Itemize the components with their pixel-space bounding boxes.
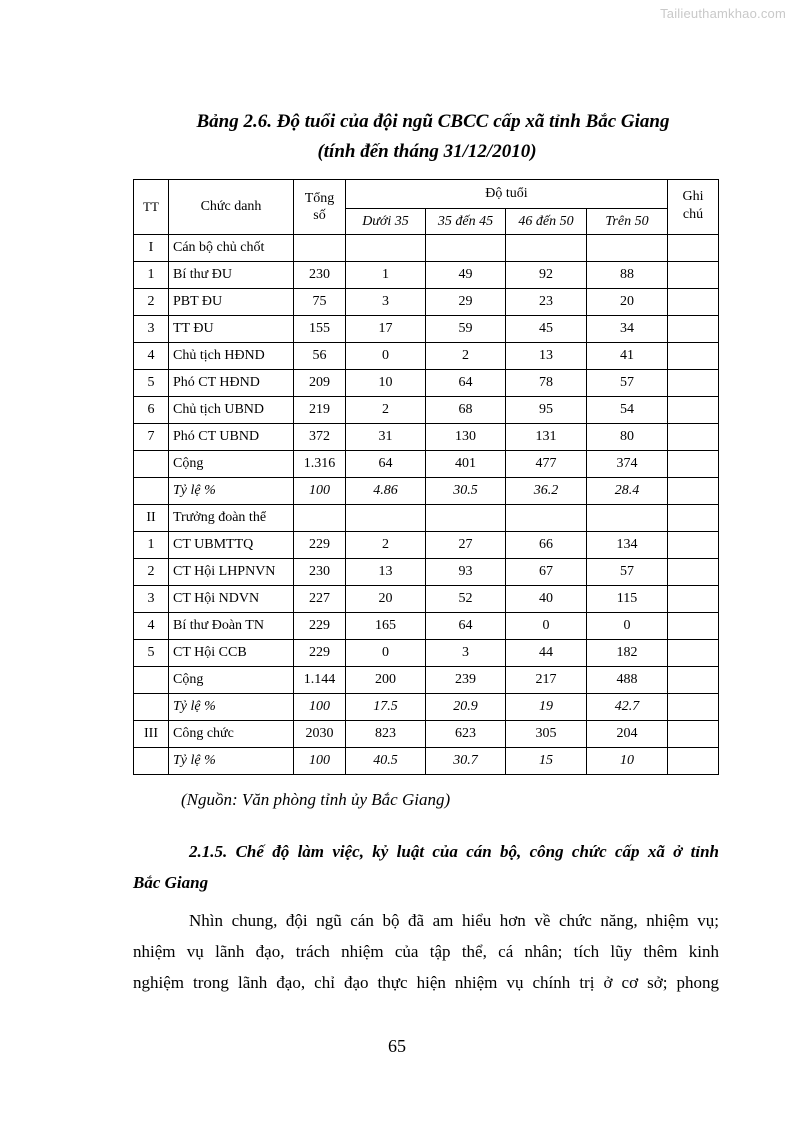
table-row [134,235,719,262]
table-row [134,667,719,694]
cell-tt: II [134,505,169,532]
cell-note [668,721,719,748]
cell-age-c: 92 [506,262,587,289]
cell-title: Bí thư ĐU [169,262,294,289]
header-age-46-50: 46 đến 50 [506,209,587,235]
header-age-over-50: Trên 50 [587,209,668,235]
cell-age-c: 67 [506,559,587,586]
cell-title: CT UBMTTQ [169,532,294,559]
cell-tt: 3 [134,316,169,343]
cell-age-a: 0 [346,640,426,667]
cell-age-a: 17.5 [346,694,426,721]
cell-age-b: 30.7 [426,748,506,775]
watermark: Tailieuthamkhao.com [660,6,786,21]
cell-age-c: 78 [506,370,587,397]
cell-note [668,370,719,397]
cell-age-a [346,235,426,262]
cell-age-a: 20 [346,586,426,613]
cell-tt [134,478,169,505]
cell-tt: 4 [134,343,169,370]
header-age-under-35: Dưới 35 [346,209,426,235]
cell-total: 75 [294,289,346,316]
cell-age-a: 3 [346,289,426,316]
table-row [134,748,719,775]
cell-age-c: 44 [506,640,587,667]
section-heading-line1: 2.1.5. Chế độ làm việc, kỷ luật của cán bộ, công chức cấp xã ở tỉnh [189,842,719,861]
cell-total [294,235,346,262]
cell-total: 219 [294,397,346,424]
cell-age-d: 374 [587,451,668,478]
body-paragraph [133,905,719,998]
cell-age-a: 13 [346,559,426,586]
cell-age-d: 41 [587,343,668,370]
cell-age-a: 10 [346,370,426,397]
cell-total: 155 [294,316,346,343]
table-row [134,262,719,289]
cell-title: Cộng [169,451,294,478]
age-table [133,179,719,775]
cell-age-c: 40 [506,586,587,613]
cell-age-a: 2 [346,397,426,424]
cell-age-d: 115 [587,586,668,613]
paragraph-line: nghiệm trong lãnh đạo, chỉ đạo thực hiện nhiệm vụ chính trị ở cơ sở; phong [133,973,719,992]
cell-note [668,397,719,424]
cell-age-b [426,505,506,532]
cell-age-d: 0 [587,613,668,640]
cell-total: 230 [294,559,346,586]
cell-age-d: 204 [587,721,668,748]
table-row [134,613,719,640]
cell-age-b: 130 [426,424,506,451]
cell-title: CT Hội CCB [169,640,294,667]
cell-total: 229 [294,613,346,640]
cell-age-d: 42.7 [587,694,668,721]
cell-tt: 7 [134,424,169,451]
cell-age-b: 3 [426,640,506,667]
table-row [134,559,719,586]
cell-total: 209 [294,370,346,397]
cell-note [668,235,719,262]
table-row [134,721,719,748]
cell-age-b: 27 [426,532,506,559]
cell-note [668,613,719,640]
cell-note [668,424,719,451]
cell-age-a: 165 [346,613,426,640]
cell-title: Trưởng đoàn thể [169,505,294,532]
cell-age-b: 401 [426,451,506,478]
cell-age-d [587,235,668,262]
cell-tt: III [134,721,169,748]
cell-age-b: 30.5 [426,478,506,505]
cell-tt: 1 [134,532,169,559]
section-heading-line2: Bắc Giang [133,873,209,892]
table-row [134,451,719,478]
cell-age-c: 0 [506,613,587,640]
cell-age-c: 305 [506,721,587,748]
cell-age-d: 88 [587,262,668,289]
cell-total: 1.316 [294,451,346,478]
cell-age-c: 45 [506,316,587,343]
cell-age-a: 31 [346,424,426,451]
cell-total [294,505,346,532]
cell-title: Chủ tịch UBND [169,397,294,424]
cell-age-c: 19 [506,694,587,721]
table-row [134,289,719,316]
cell-age-a: 40.5 [346,748,426,775]
cell-age-c [506,235,587,262]
cell-age-b: 29 [426,289,506,316]
cell-title: PBT ĐU [169,289,294,316]
paragraph-line: Nhìn chung, đội ngũ cán bộ đã am hiểu hơn về chức năng, nhiệm vụ; [189,911,719,930]
cell-tt: 1 [134,262,169,289]
cell-age-a [346,505,426,532]
table-row [134,694,719,721]
cell-note [668,262,719,289]
cell-age-c: 131 [506,424,587,451]
table-title: Bảng 2.6. Độ tuổi của đội ngũ CBCC cấp xã tỉnh Bắc Giang [196,111,670,132]
cell-title: Phó CT UBND [169,424,294,451]
cell-age-d: 20 [587,289,668,316]
paragraph-line: nhiệm vụ lãnh đạo, trách nhiệm của tập thể, cá nhân; tích lũy thêm kinh [133,942,719,961]
cell-age-b: 64 [426,613,506,640]
header-age-35-45: 35 đến 45 [426,209,506,235]
cell-total: 100 [294,694,346,721]
cell-tt: 4 [134,613,169,640]
cell-age-c: 23 [506,289,587,316]
cell-tt: I [134,235,169,262]
cell-tt [134,748,169,775]
cell-note [668,586,719,613]
cell-note [668,532,719,559]
cell-age-b: 59 [426,316,506,343]
header-age-group: Độ tuổi [346,180,668,209]
cell-note [668,559,719,586]
cell-age-d: 54 [587,397,668,424]
cell-age-a: 64 [346,451,426,478]
cell-age-c: 477 [506,451,587,478]
cell-title: Chủ tịch HĐND [169,343,294,370]
cell-age-c: 66 [506,532,587,559]
cell-title: Tỷ lệ % [169,694,294,721]
header-total: Tổng số [294,180,346,235]
cell-title: Công chức [169,721,294,748]
table-body [134,235,719,775]
cell-total: 100 [294,478,346,505]
cell-tt [134,694,169,721]
cell-total: 229 [294,640,346,667]
cell-total: 229 [294,532,346,559]
cell-total: 100 [294,748,346,775]
cell-age-c: 13 [506,343,587,370]
cell-age-b: 49 [426,262,506,289]
cell-tt: 6 [134,397,169,424]
table-row [134,478,719,505]
cell-tt: 3 [134,586,169,613]
cell-age-a: 1 [346,262,426,289]
table-row [134,505,719,532]
cell-age-b: 52 [426,586,506,613]
page-number: 65 [388,1036,406,1056]
cell-tt: 2 [134,289,169,316]
cell-tt [134,667,169,694]
cell-tt: 5 [134,370,169,397]
cell-age-d: 28.4 [587,478,668,505]
cell-age-b: 93 [426,559,506,586]
cell-note [668,505,719,532]
cell-tt: 2 [134,559,169,586]
section-heading [133,836,719,898]
cell-age-a: 2 [346,532,426,559]
table-row [134,424,719,451]
cell-title: Cán bộ chủ chốt [169,235,294,262]
cell-tt: 5 [134,640,169,667]
cell-age-d: 80 [587,424,668,451]
cell-note [668,451,719,478]
table-row [134,586,719,613]
source-note: (Nguồn: Văn phòng tỉnh ủy Bắc Giang) [181,790,451,809]
cell-age-a: 823 [346,721,426,748]
table-row [134,397,719,424]
cell-note [668,289,719,316]
table-row [134,343,719,370]
cell-age-c [506,505,587,532]
cell-age-c: 36.2 [506,478,587,505]
cell-age-c: 217 [506,667,587,694]
cell-age-c: 15 [506,748,587,775]
table-header-row [134,180,719,209]
cell-age-b: 623 [426,721,506,748]
cell-age-d: 10 [587,748,668,775]
cell-note [668,694,719,721]
cell-title: CT Hội LHPNVN [169,559,294,586]
table-row [134,640,719,667]
header-note: Ghi chú [668,180,719,235]
cell-total: 230 [294,262,346,289]
cell-age-b [426,235,506,262]
cell-title: Phó CT HĐND [169,370,294,397]
cell-tt [134,451,169,478]
cell-note [668,748,719,775]
cell-title: Tỷ lệ % [169,478,294,505]
cell-total: 372 [294,424,346,451]
cell-note [668,667,719,694]
cell-age-d: 34 [587,316,668,343]
cell-age-a: 4.86 [346,478,426,505]
cell-age-b: 2 [426,343,506,370]
cell-note [668,343,719,370]
cell-age-a: 17 [346,316,426,343]
cell-note [668,478,719,505]
cell-title: TT ĐU [169,316,294,343]
cell-title: Bí thư Đoàn TN [169,613,294,640]
cell-age-c: 95 [506,397,587,424]
cell-age-b: 239 [426,667,506,694]
cell-title: Tỷ lệ % [169,748,294,775]
cell-age-b: 64 [426,370,506,397]
cell-total: 1.144 [294,667,346,694]
cell-note [668,640,719,667]
cell-age-a: 200 [346,667,426,694]
cell-age-b: 20.9 [426,694,506,721]
cell-title: Cộng [169,667,294,694]
cell-total: 227 [294,586,346,613]
cell-title: CT Hội NDVN [169,586,294,613]
cell-age-d: 488 [587,667,668,694]
cell-total: 56 [294,343,346,370]
cell-age-d: 134 [587,532,668,559]
header-tt: TT [134,180,169,235]
cell-age-d: 182 [587,640,668,667]
cell-age-d: 57 [587,370,668,397]
table-row [134,316,719,343]
cell-total: 2030 [294,721,346,748]
cell-age-d: 57 [587,559,668,586]
table-row [134,532,719,559]
cell-age-d [587,505,668,532]
cell-note [668,316,719,343]
table-row [134,370,719,397]
table-subtitle: (tính đến tháng 31/12/2010) [317,141,537,162]
header-name: Chức danh [169,180,294,235]
cell-age-b: 68 [426,397,506,424]
cell-age-a: 0 [346,343,426,370]
